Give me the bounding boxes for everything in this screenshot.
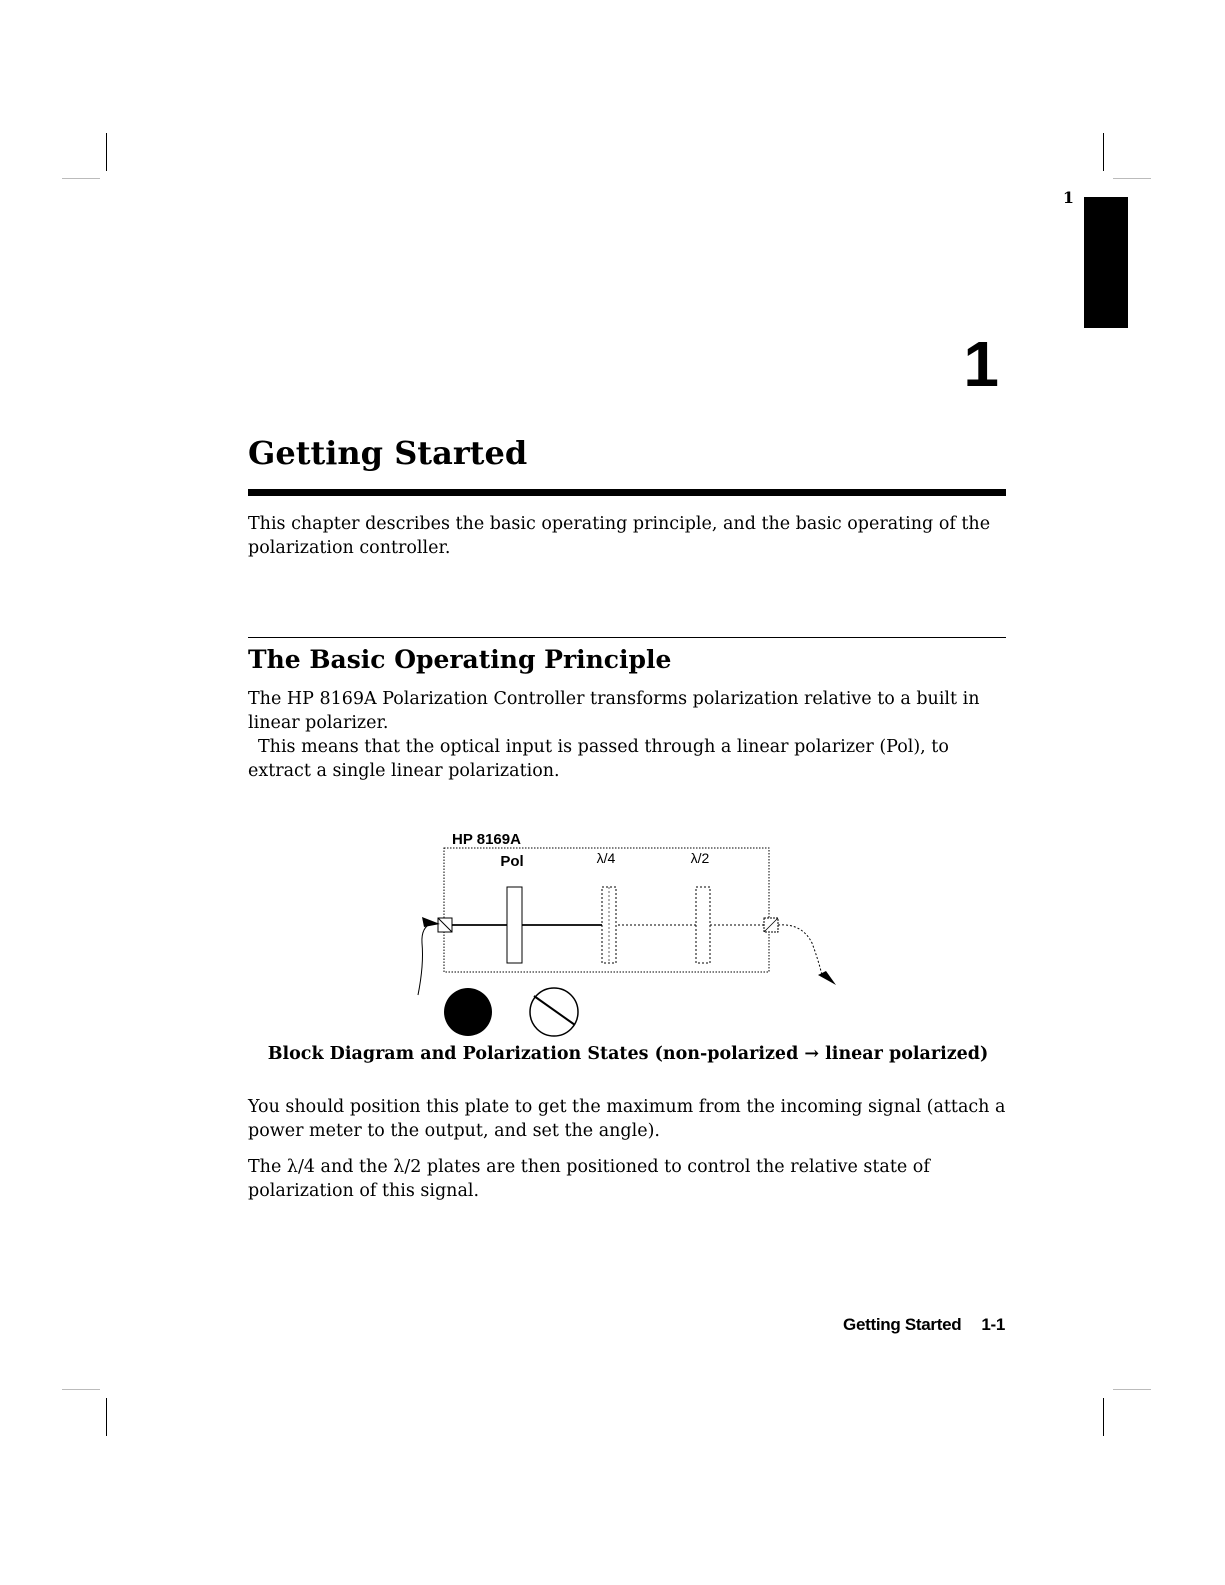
input-arrow <box>422 917 440 927</box>
input-fiber <box>418 923 432 995</box>
output-fiber <box>778 925 822 975</box>
block-diagram <box>410 825 850 1040</box>
crop-mark-top-left <box>106 133 107 171</box>
page-footer <box>843 1315 1005 1335</box>
pol-label: Pol <box>500 853 524 870</box>
crop-mark-top-right <box>1103 133 1104 171</box>
linear-polarized-state <box>530 988 578 1036</box>
output-arrow <box>818 971 836 985</box>
section-paragraph-line1: The HP 8169A Polarization Controller transforms polarization relative to a built in linear polarizer. <box>248 689 980 733</box>
crop-mark-bottom-left-h <box>62 1389 100 1390</box>
crop-mark-top-right-h <box>1113 178 1151 179</box>
polarizer-plate <box>507 887 522 963</box>
thumb-tab-number: 1 <box>1062 188 1074 207</box>
chapter-title: Getting Started <box>248 434 528 472</box>
half-wave-plate <box>696 887 710 963</box>
crop-mark-bottom-right <box>1103 1398 1104 1436</box>
quarter-wave-label: λ/4 <box>596 850 616 866</box>
thumb-tab <box>1084 197 1128 328</box>
section-paragraph-line2: This means that the optical input is passed through a linear polarizer (Pol), to extract a single linear polarization. <box>248 737 949 781</box>
crop-mark-bottom-left <box>106 1398 107 1436</box>
after-figure-paragraph-2: The λ/4 and the λ/2 plates are then positioned to control the relative state of polarization of this signal. <box>248 1157 930 1201</box>
section-rule <box>248 637 1006 638</box>
device-label: HP 8169A <box>452 831 521 848</box>
section-paragraph <box>248 687 1008 783</box>
non-polarized-state <box>444 988 492 1036</box>
figure-caption: Block Diagram and Polarization States (non-polarized → linear polarized) <box>267 1044 989 1064</box>
crop-mark-bottom-right-h <box>1113 1389 1151 1390</box>
intro-paragraph: This chapter describes the basic operating principle, and the basic operating of the polarization controller. <box>248 514 991 558</box>
chapter-rule <box>248 489 1006 496</box>
section-title: The Basic Operating Principle <box>248 645 672 674</box>
half-wave-label: λ/2 <box>690 850 710 866</box>
chapter-number: 1 <box>963 328 999 400</box>
footer-section: Getting Started <box>843 1315 962 1334</box>
footer-page-number: 1-1 <box>981 1315 1005 1334</box>
after-figure-paragraph-1: You should position this plate to get the maximum from the incoming signal (attach a power meter to the output, and set the angle). <box>248 1097 1006 1141</box>
crop-mark-top-left-h <box>62 178 100 179</box>
